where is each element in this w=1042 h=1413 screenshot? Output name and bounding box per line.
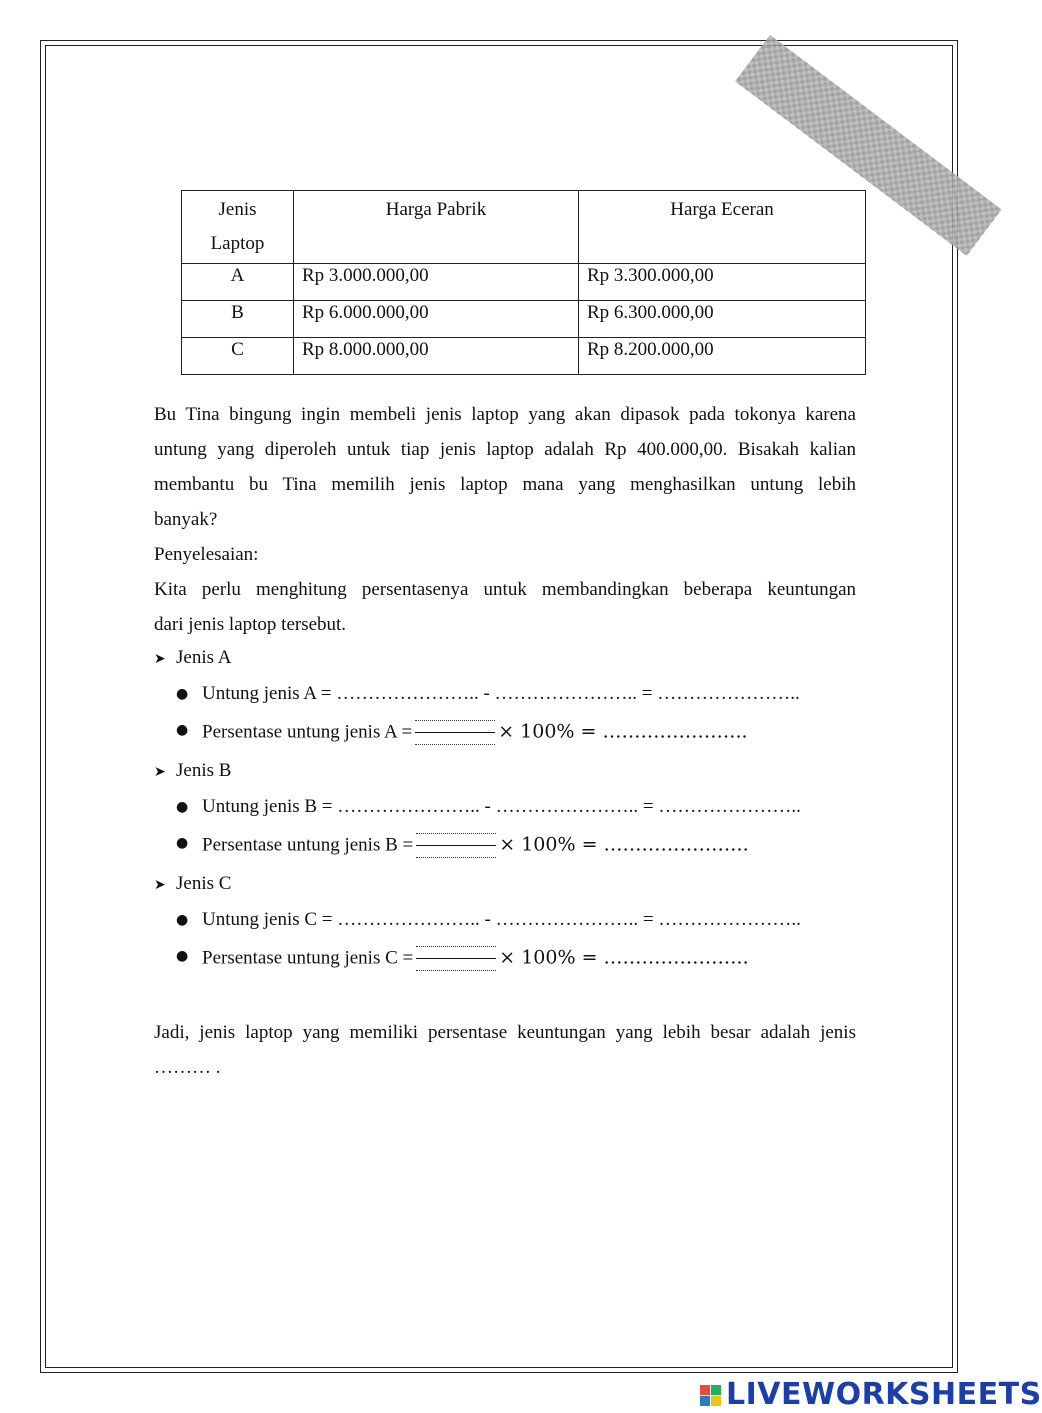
bullet-icon: ● xyxy=(176,912,189,928)
table-row xyxy=(182,301,866,338)
cell-retail-price: Rp 3.300.000,00 xyxy=(579,264,866,301)
liveworksheets-logo-icon xyxy=(700,1385,722,1407)
problem-line-4: banyak? xyxy=(154,509,218,530)
fraction-input-b[interactable] xyxy=(416,831,496,861)
problem-line-1: Bu Tina bingung ingin membeli jenis laptop yang akan dipasok pada tokonya karena xyxy=(154,404,856,425)
solution-label: Penyelesaian: xyxy=(154,544,259,565)
section-title-b: ➤ Jenis B xyxy=(154,759,231,784)
header-jenis-laptop: Jenis Laptop xyxy=(182,191,294,264)
price-table xyxy=(181,190,866,375)
conclusion-line-1: Jadi, jenis laptop yang memiliki persentase keuntungan yang lebih besar adalah jenis xyxy=(154,1022,856,1043)
untung-input-c[interactable]: Untung jenis C = ………………….. - ………………….. = ………………….. xyxy=(202,909,801,930)
header-harga-eceran: Harga Eceran xyxy=(579,191,866,264)
cell-factory-price: Rp 3.000.000,00 xyxy=(294,264,579,301)
table-header-row xyxy=(182,191,866,264)
problem-line-2: untung yang diperoleh untuk tiap jenis laptop adalah Rp 400.000,00. Bisakah kalian xyxy=(154,439,856,460)
cell-type: C xyxy=(182,338,294,375)
cell-type: A xyxy=(182,264,294,301)
cell-type: B xyxy=(182,301,294,338)
bullet-icon: ● xyxy=(176,799,189,815)
fraction-input-c[interactable] xyxy=(416,944,496,974)
intro-line-1: Kita perlu menghitung persentasenya untuk membandingkan beberapa keuntungan xyxy=(154,579,856,600)
bullet-icon: ● xyxy=(176,722,189,738)
intro-line-2: dari jenis laptop tersebut. xyxy=(154,614,347,635)
table-row xyxy=(182,338,866,375)
header-harga-pabrik: Harga Pabrik xyxy=(294,191,579,264)
untung-input-b[interactable]: Untung jenis B = ………………….. - ………………….. = ………………….. xyxy=(202,796,801,817)
table-row xyxy=(182,264,866,301)
section-title-a: ➤ Jenis A xyxy=(154,646,231,671)
arrowhead-icon: ➤ xyxy=(154,764,166,780)
untung-input-a[interactable]: Untung jenis A = ………………….. - ………………….. = ………………….. xyxy=(202,683,800,704)
section-title-c: ➤ Jenis C xyxy=(154,872,231,897)
cell-factory-price: Rp 6.000.000,00 xyxy=(294,301,579,338)
persentase-line-b: Persentase untung jenis B = × 100% = ………………….. xyxy=(202,831,749,861)
conclusion-answer[interactable]: ……… . xyxy=(154,1057,221,1078)
cell-retail-price: Rp 6.300.000,00 xyxy=(579,301,866,338)
cell-factory-price: Rp 8.000.000,00 xyxy=(294,338,579,375)
arrowhead-icon: ➤ xyxy=(154,877,166,893)
persentase-line-a: Persentase untung jenis A = × 100% = ………………….. xyxy=(202,718,748,748)
arrowhead-icon: ➤ xyxy=(154,651,166,667)
persentase-line-c: Persentase untung jenis C = × 100% = ………………….. xyxy=(202,944,749,974)
cell-retail-price: Rp 8.200.000,00 xyxy=(579,338,866,375)
bullet-icon: ● xyxy=(176,948,189,964)
brand-name: LIVEWORKSHEETS xyxy=(726,1377,1042,1412)
bullet-icon: ● xyxy=(176,686,189,702)
fraction-input-a[interactable] xyxy=(415,718,495,748)
bullet-icon: ● xyxy=(176,835,189,851)
problem-line-3: membantu bu Tina memilih jenis laptop mana yang menghasilkan untung lebih xyxy=(154,474,856,495)
